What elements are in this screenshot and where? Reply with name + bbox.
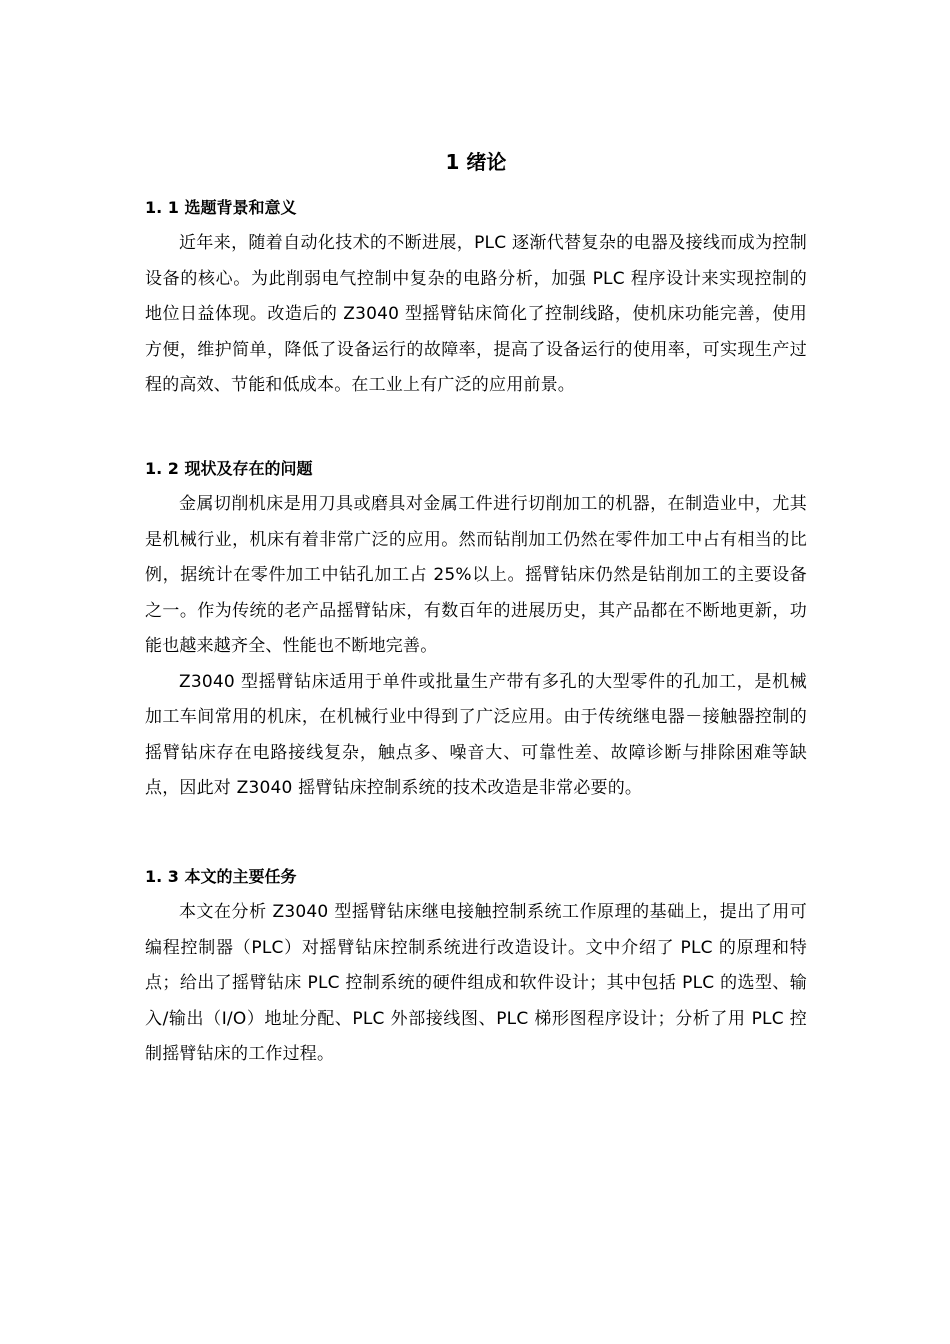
- paragraph: 近年来，随着自动化技术的不断进展，PLC 逐渐代替复杂的电器及接线而成为控制设备的核心。为此削弱电气控制中复杂的电路分析，加强 PLC 程序设计来实现控制的地位日益体现。改造后的 Z3040 型摇臂钻床简化了控制线路，使机床功能完善，使用方便，维护简单，降低了设备运行的故障率，提高了设备运行的使用率，可实现生产过程的高效、节能和低成本。在工业上有广泛的应用前景。: [145, 233, 807, 395]
- paragraph: Z3040 型摇臂钻床适用于单件或批量生产带有多孔的大型零件的孔加工，是机械加工车间常用的机床，在机械行业中得到了广泛应用。由于传统继电器－接触器控制的摇臂钻床存在电路接线复杂，触点多、噪音大、可靠性差、故障诊断与排除困难等缺点，因此对 Z3040 摇臂钻床控制系统的技术改造是非常必要的。: [145, 671, 807, 798]
- paragraph: 金属切削机床是用刀具或磨具对金属工件进行切削加工的机器，在制造业中，尤其是机械行业，机床有着非常广泛的应用。然而钻削加工仍然在零件加工中占有相当的比例，据统计在零件加工中钻孔加工占 25%以上。摇臂钻床仍然是钻削加工的主要设备之一。作为传统的老产品摇臂钻床，有数百年的进展历史，其产品都在不断地更新，功能也越来越齐全、性能也不断地完善。: [145, 494, 807, 656]
- section-heading: 1. 3 本文的主要任务: [145, 867, 297, 886]
- chapter-title: 1 绪论: [445, 150, 507, 174]
- section-heading: 1. 2 现状及存在的问题: [145, 459, 313, 478]
- paragraph: 本文在分析 Z3040 型摇臂钻床继电接触控制系统工作原理的基础上，提出了用可编程控制器（PLC）对摇臂钻床控制系统进行改造设计。文中介绍了 PLC 的原理和特点；给出了摇臂钻床 PLC 控制系统的硬件组成和软件设计；其中包括 PLC 的选型、输入/输出（I/O）地址分配、PLC 外部接线图、PLC 梯形图程序设计；分析了用 PLC 控制摇臂钻床的工作过程。: [145, 902, 807, 1064]
- section-heading: 1. 1 选题背景和意义: [145, 198, 297, 217]
- section-status-problems: [145, 457, 807, 807]
- section-background: [145, 196, 807, 404]
- section-main-tasks: [145, 865, 807, 1073]
